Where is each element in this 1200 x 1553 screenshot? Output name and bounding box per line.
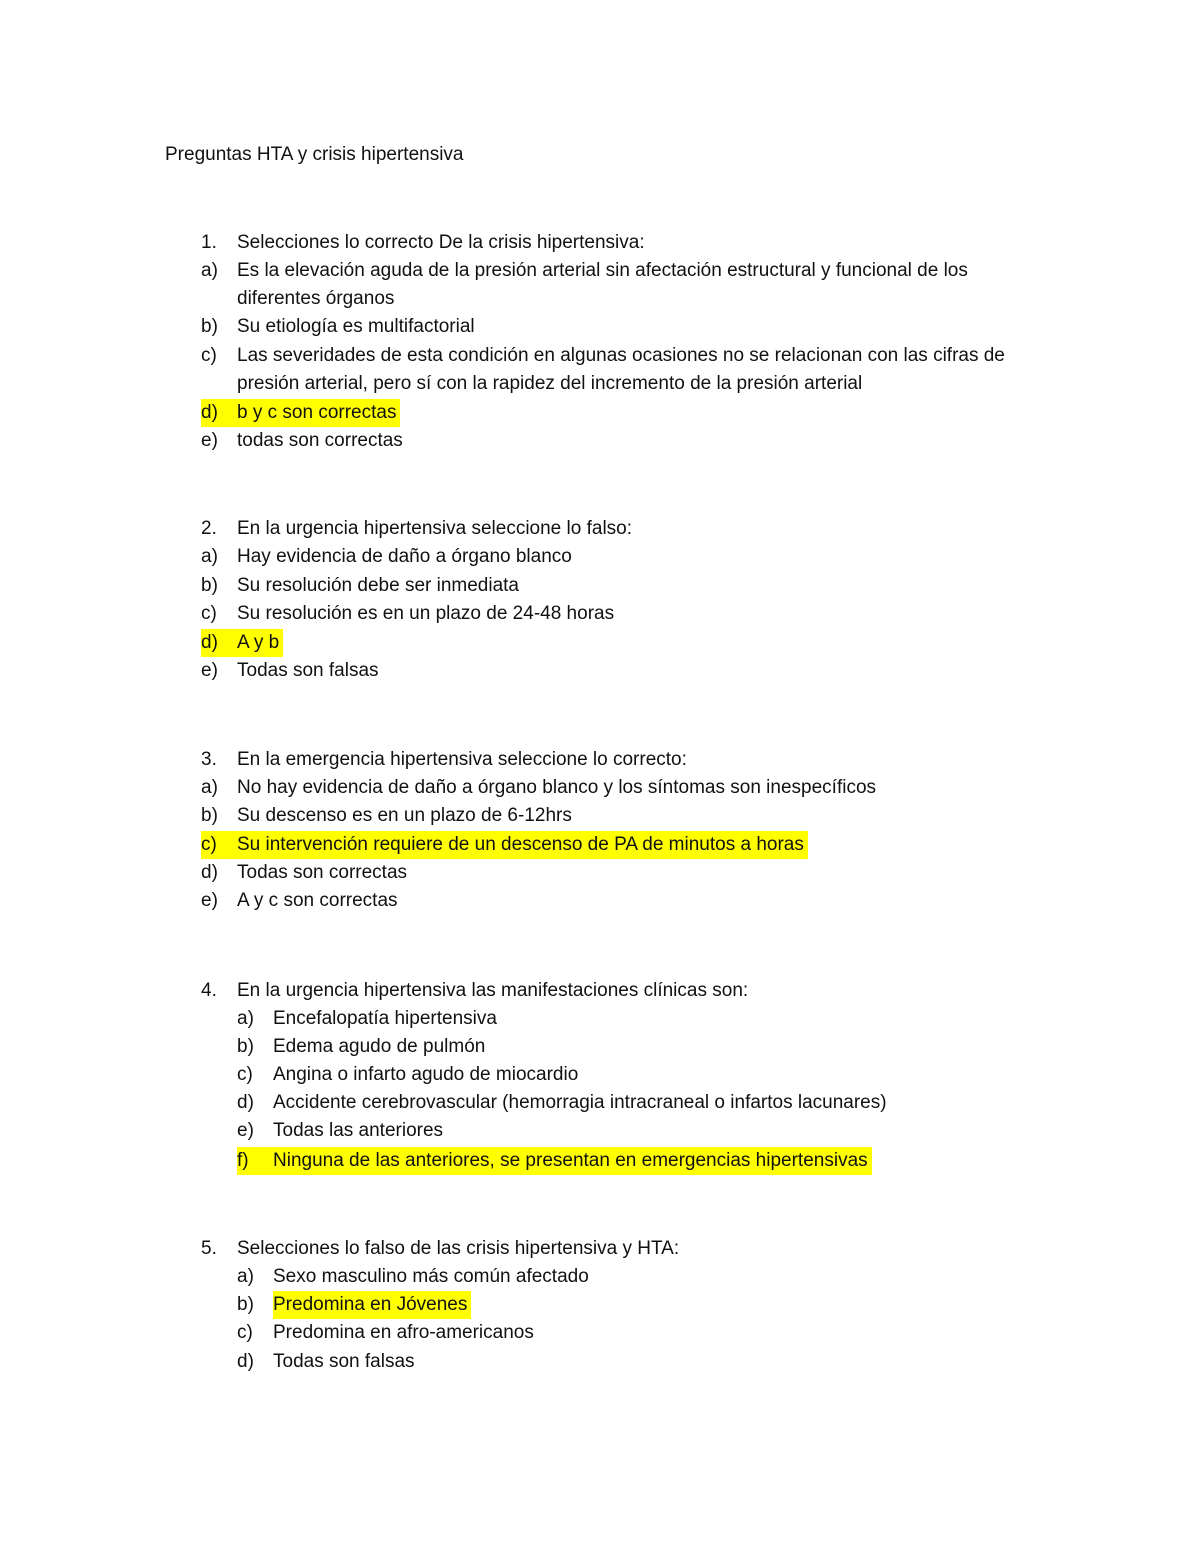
option-letter: d) <box>201 399 237 427</box>
option-letter: a) <box>237 1266 254 1287</box>
option-3e <box>201 887 1027 915</box>
option-letter: a) <box>201 546 218 567</box>
option-1c <box>201 342 1027 394</box>
option-text: Su intervención requiere de un descenso de PA de minutos a horas <box>237 831 808 859</box>
option-2d-correct <box>201 629 283 657</box>
option-4a <box>237 1005 1033 1033</box>
option-text: Predomina en Jóvenes <box>273 1291 471 1319</box>
option-3b <box>201 802 1027 830</box>
option-4d <box>237 1089 1033 1117</box>
option-letter: b) <box>201 316 218 337</box>
option-3c-correct <box>201 831 808 859</box>
option-letter: c) <box>201 603 217 624</box>
option-letter: c) <box>201 345 217 366</box>
option-text: Su resolución debe ser inmediata <box>237 575 520 596</box>
question-4-stem <box>201 977 748 1005</box>
option-text: Encefalopatía hipertensiva <box>273 1008 497 1029</box>
option-1e <box>201 427 1027 455</box>
option-1a <box>201 257 1027 309</box>
option-letter: d) <box>237 1092 254 1113</box>
question-number: 4. <box>201 980 217 1001</box>
question-number: 3. <box>201 749 217 770</box>
option-text: Las severidades de esta condición en algunas ocasiones no se relacionan con las cifras de presión arterial, pero sí con la rapidez del incremento de la presión arterial <box>237 345 1005 394</box>
option-letter: e) <box>201 660 218 681</box>
option-4c <box>237 1061 1033 1089</box>
option-text: Hay evidencia de daño a órgano blanco <box>237 546 572 567</box>
option-text: Sexo masculino más común afectado <box>273 1266 589 1287</box>
option-letter: c) <box>237 1064 253 1085</box>
question-3-stem <box>201 746 687 774</box>
option-letter: b) <box>201 805 218 826</box>
option-text: A y b <box>237 629 283 657</box>
option-text: Edema agudo de pulmón <box>273 1036 486 1057</box>
option-text: No hay evidencia de daño a órgano blanco y los síntomas son inespecíficos <box>237 777 877 798</box>
question-text: En la urgencia hipertensiva las manifestaciones clínicas son: <box>237 980 749 1001</box>
option-text: Angina o infarto agudo de miocardio <box>273 1064 579 1085</box>
option-letter: b) <box>237 1036 254 1057</box>
option-letter: c) <box>237 1322 253 1343</box>
option-text: Todas son falsas <box>237 660 379 681</box>
option-text: Todas son correctas <box>237 862 408 883</box>
question-5-stem <box>201 1235 679 1263</box>
option-2c <box>201 600 1027 628</box>
option-letter: b) <box>201 575 218 596</box>
option-text: Su etiología es multifactorial <box>237 316 475 337</box>
option-letter: a) <box>237 1008 254 1029</box>
option-3a <box>201 774 1027 802</box>
option-4e <box>237 1117 1033 1145</box>
option-letter: e) <box>201 430 218 451</box>
question-text: En la emergencia hipertensiva seleccione lo correcto: <box>237 749 687 770</box>
option-5a <box>237 1263 1033 1291</box>
option-text: b y c son correctas <box>237 399 400 427</box>
option-text: Predomina en afro-americanos <box>273 1322 534 1343</box>
option-text: Su resolución es en un plazo de 24-48 horas <box>237 603 615 624</box>
option-1b <box>201 313 1027 341</box>
option-letter: d) <box>201 629 237 657</box>
question-1-stem <box>201 229 645 257</box>
option-letter: a) <box>201 777 218 798</box>
option-letter: c) <box>201 831 237 859</box>
option-letter: a) <box>201 260 218 281</box>
option-2e <box>201 657 1027 685</box>
option-text: Es la elevación aguda de la presión arterial sin afectación estructural y funcional de los diferentes órganos <box>237 260 968 309</box>
question-number: 5. <box>201 1238 217 1259</box>
option-letter: d) <box>237 1351 254 1372</box>
option-text: Accidente cerebrovascular (hemorragia intracraneal o infartos lacunares) <box>273 1092 887 1113</box>
option-text: Su descenso es en un plazo de 6-12hrs <box>237 805 572 826</box>
option-4b <box>237 1033 1033 1061</box>
option-4f-correct <box>237 1147 872 1175</box>
option-letter: e) <box>237 1120 254 1141</box>
option-letter: f) <box>237 1147 273 1175</box>
option-letter: b) <box>237 1294 254 1315</box>
option-2a <box>201 543 1027 571</box>
option-text: Todas son falsas <box>273 1351 415 1372</box>
option-text: Ninguna de las anteriores, se presentan en emergencias hipertensivas <box>273 1147 872 1175</box>
option-5d <box>237 1348 1033 1376</box>
question-text: En la urgencia hipertensiva seleccione lo falso: <box>237 518 633 539</box>
option-5b-correct <box>237 1291 471 1319</box>
question-2-stem <box>201 515 632 543</box>
question-text: Selecciones lo falso de las crisis hipertensiva y HTA: <box>237 1238 680 1259</box>
option-1d-correct <box>201 399 400 427</box>
question-number: 1. <box>201 232 217 253</box>
document-title: Preguntas HTA y crisis hipertensiva <box>165 144 464 165</box>
option-letter: e) <box>201 890 218 911</box>
option-text: Todas las anteriores <box>273 1120 444 1141</box>
question-number: 2. <box>201 518 217 539</box>
option-2b <box>201 572 1027 600</box>
option-5c <box>237 1319 1033 1347</box>
option-text: A y c son correctas <box>237 890 398 911</box>
option-text: todas son correctas <box>237 430 403 451</box>
option-letter: d) <box>201 862 218 883</box>
option-3d <box>201 859 1027 887</box>
question-text: Selecciones lo correcto De la crisis hipertensiva: <box>237 232 645 253</box>
